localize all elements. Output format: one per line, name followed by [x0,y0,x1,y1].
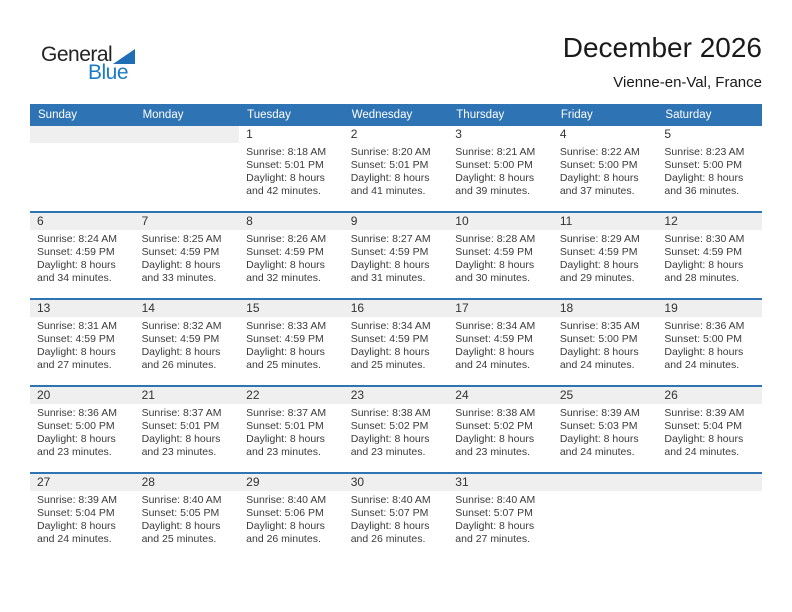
day-info-line: Daylight: 8 hours and 23 minutes. [37,433,116,458]
day-info-line: Sunset: 5:01 PM [350,159,429,171]
day-info-line: Sunset: 5:02 PM [455,420,533,432]
week-row-4 [30,385,762,472]
day-info [344,143,449,198]
day-cell-28 [135,474,240,559]
day-info [553,404,658,459]
day-info [30,491,135,546]
weekday-header-tuesday: Tuesday [247,109,291,121]
day-info-line: Sunset: 5:01 PM [246,420,324,432]
day-info-line: Sunrise: 8:40 AM [141,494,222,506]
day-cell-17 [448,300,553,385]
day-cell-26 [657,387,762,472]
day-cell-5 [657,126,762,211]
day-number: 9 [350,214,358,228]
day-info-line: Daylight: 8 hours and 27 minutes. [455,520,535,545]
day-info-line: Sunrise: 8:35 AM [559,320,640,332]
title-block [563,32,762,91]
day-info-line: Daylight: 8 hours and 29 minutes. [559,259,639,284]
day-info [135,143,240,146]
day-info-line: Sunset: 4:59 PM [455,246,533,258]
day-info-line: Sunrise: 8:40 AM [246,494,327,506]
day-info [239,404,344,459]
day-cell-3 [448,126,553,211]
day-info-line: Sunrise: 8:34 AM [350,320,431,332]
day-number-band [657,474,762,491]
day-number-band [135,126,240,143]
logo-text-general: General [41,43,113,66]
day-info [30,317,135,372]
week-row-1 [30,126,762,211]
day-number: 16 [350,301,365,315]
weekday-header-saturday: Saturday [665,109,712,121]
day-info [135,317,240,372]
day-number: 5 [664,127,672,141]
day-info-line: Sunrise: 8:26 AM [246,233,327,245]
day-info-line: Sunset: 5:01 PM [141,420,220,432]
day-info [30,143,135,146]
day-info-line: Daylight: 8 hours and 26 minutes. [350,520,430,545]
day-number: 11 [559,214,573,228]
day-info-line: Sunset: 4:59 PM [246,246,324,258]
day-info-line: Daylight: 8 hours and 24 minutes. [455,346,535,371]
day-number: 12 [664,214,678,228]
empty-cell [135,126,240,211]
day-cell-15 [239,300,344,385]
day-info-line: Sunrise: 8:40 AM [455,494,536,506]
day-number: 4 [559,127,567,141]
day-cell-10 [448,213,553,298]
day-number: 10 [455,214,469,228]
day-info-line: Daylight: 8 hours and 23 minutes. [350,433,430,458]
day-number-band [553,300,658,317]
day-info-line: Sunrise: 8:23 AM [664,146,745,158]
day-info-line: Daylight: 8 hours and 23 minutes. [141,433,221,458]
day-info [239,491,344,546]
empty-cell [657,474,762,559]
day-info-line: Sunrise: 8:36 AM [37,407,117,419]
day-number-band [239,474,344,491]
day-number-band [553,474,658,491]
day-number-band [657,126,762,143]
day-info-line: Sunset: 5:01 PM [246,159,324,171]
day-info-line: Daylight: 8 hours and 24 minutes. [559,346,639,371]
day-info-line: Sunrise: 8:22 AM [559,146,640,158]
day-info-line: Sunrise: 8:33 AM [246,320,327,332]
day-number-band [448,387,553,404]
day-info [344,491,449,546]
day-info-line: Daylight: 8 hours and 33 minutes. [141,259,221,284]
day-info-line: Daylight: 8 hours and 28 minutes. [664,259,744,284]
day-info-line: Sunset: 5:04 PM [664,420,743,432]
day-info-line: Sunset: 4:59 PM [246,333,324,345]
day-number-band [239,300,344,317]
day-number-band [135,213,240,230]
day-info [448,491,553,546]
day-number-band [448,474,553,491]
day-number-band [30,474,135,491]
day-number-band [657,387,762,404]
day-info-line: Sunrise: 8:40 AM [350,494,431,506]
weekday-header-monday: Monday [142,109,184,121]
day-number: 17 [455,301,469,315]
day-number-band [657,213,762,230]
day-info [30,230,135,285]
day-info [30,404,135,459]
day-number-band [344,387,449,404]
day-info-line: Sunset: 5:07 PM [350,507,429,519]
day-info-line: Daylight: 8 hours and 23 minutes. [246,433,325,458]
day-info-line: Daylight: 8 hours and 31 minutes. [350,259,430,284]
day-number: 8 [246,214,253,228]
day-cell-19 [657,300,762,385]
day-number: 15 [246,301,260,315]
day-number: 2 [350,127,358,141]
week-row-5 [30,472,762,559]
day-number-band [344,213,449,230]
day-number-band [135,387,240,404]
day-number: 14 [141,301,155,315]
day-info-line: Daylight: 8 hours and 27 minutes. [37,346,116,371]
week-row-2 [30,211,762,298]
day-info-line: Sunrise: 8:37 AM [141,407,222,419]
page-title: December 2026 [562,32,762,63]
day-info-line: Sunset: 4:59 PM [455,333,533,345]
day-info [448,143,553,198]
day-info-line: Daylight: 8 hours and 36 minutes. [664,172,744,197]
day-info-line: Sunset: 4:59 PM [664,246,743,258]
day-info [553,317,658,372]
day-cell-12 [657,213,762,298]
day-info-line: Sunrise: 8:21 AM [455,146,536,158]
day-number-band [239,126,344,143]
day-info-line: Daylight: 8 hours and 25 minutes. [141,520,221,545]
day-number: 18 [559,301,574,315]
day-info [553,230,658,285]
day-number-band [553,126,658,143]
day-number: 19 [664,301,678,315]
day-info-line: Daylight: 8 hours and 24 minutes. [559,433,639,458]
day-cell-18 [553,300,658,385]
day-info-line: Daylight: 8 hours and 25 minutes. [350,346,430,371]
day-info-line: Daylight: 8 hours and 26 minutes. [141,346,221,371]
day-cell-13 [30,300,135,385]
day-cell-22 [239,387,344,472]
day-info [344,317,449,372]
day-info-line: Sunrise: 8:34 AM [455,320,536,332]
day-number-band [30,387,135,404]
day-number: 31 [455,475,469,489]
day-cell-31 [448,474,553,559]
day-info-line: Daylight: 8 hours and 23 minutes. [455,433,535,458]
general-blue-logo [41,44,135,83]
day-info-line: Sunset: 5:00 PM [37,420,115,432]
day-number-band [30,213,135,230]
day-cell-25 [553,387,658,472]
weekday-header-wednesday: Wednesday [351,109,413,121]
day-info-line: Daylight: 8 hours and 25 minutes. [246,346,325,371]
day-number: 24 [455,388,469,402]
day-number: 7 [141,214,149,228]
day-info-line: Daylight: 8 hours and 34 minutes. [37,259,116,284]
day-info-line: Sunset: 5:02 PM [350,420,429,432]
weekday-header-sunday: Sunday [38,109,78,121]
day-info [448,230,553,285]
day-number: 22 [246,388,260,402]
day-cell-20 [30,387,135,472]
day-info [657,404,762,459]
day-info [135,230,240,285]
empty-cell [30,126,135,211]
day-info-line: Sunset: 5:03 PM [559,420,638,432]
day-cell-7 [135,213,240,298]
day-info-line: Sunset: 4:59 PM [37,333,115,345]
calendar [30,104,762,559]
day-number-band [135,300,240,317]
day-number-band [448,126,553,143]
day-number: 6 [37,214,44,228]
day-info [553,143,658,198]
day-cell-6 [30,213,135,298]
day-info-line: Sunrise: 8:37 AM [246,407,327,419]
day-info-line: Daylight: 8 hours and 41 minutes. [350,172,430,197]
day-info [239,143,344,198]
day-info-line: Sunset: 4:59 PM [141,246,220,258]
day-info-line: Daylight: 8 hours and 37 minutes. [559,172,639,197]
day-info [657,317,762,372]
day-cell-2 [344,126,449,211]
day-info-line: Sunset: 4:59 PM [141,333,220,345]
day-info-line: Sunrise: 8:20 AM [350,146,431,158]
day-cell-21 [135,387,240,472]
day-number-band [657,300,762,317]
day-cell-11 [553,213,658,298]
day-number-band [344,300,449,317]
day-info-line: Sunrise: 8:36 AM [664,320,745,332]
day-info-line: Sunset: 5:00 PM [664,159,743,171]
day-info-line: Sunset: 5:00 PM [455,159,533,171]
day-cell-16 [344,300,449,385]
day-number: 3 [455,127,462,141]
day-info [657,230,762,285]
day-info-line: Sunrise: 8:18 AM [246,146,327,158]
day-number: 30 [350,475,365,489]
day-number: 1 [246,127,253,141]
day-info-line: Sunset: 5:00 PM [559,333,638,345]
day-info [239,317,344,372]
day-number-band [448,300,553,317]
day-info-line: Sunrise: 8:29 AM [559,233,640,245]
day-number-band [239,213,344,230]
day-info [657,491,762,494]
day-info [448,317,553,372]
day-info-line: Sunrise: 8:32 AM [141,320,222,332]
day-number-band [344,474,449,491]
calendar-grid [30,126,762,559]
day-cell-27 [30,474,135,559]
day-info-line: Sunrise: 8:28 AM [455,233,536,245]
day-info-line: Daylight: 8 hours and 42 minutes. [246,172,325,197]
day-number: 29 [246,475,260,489]
day-cell-29 [239,474,344,559]
day-number-band [344,126,449,143]
day-info [135,491,240,546]
day-info-line: Sunrise: 8:27 AM [350,233,431,245]
week-row-3 [30,298,762,385]
day-number: 13 [37,301,51,315]
day-number-band [135,474,240,491]
day-info-line: Sunrise: 8:38 AM [350,407,431,419]
day-info-line: Daylight: 8 hours and 26 minutes. [246,520,325,545]
day-info [344,404,449,459]
weekday-header-thursday: Thursday [456,109,505,121]
day-number: 27 [37,475,51,489]
day-number: 26 [664,388,678,402]
day-info-line: Sunrise: 8:30 AM [664,233,745,245]
day-info-line: Sunrise: 8:38 AM [455,407,536,419]
day-number-band [553,213,658,230]
day-info [135,404,240,459]
weekday-header-row [30,104,762,126]
day-info-line: Sunset: 4:59 PM [350,333,429,345]
day-info-line: Daylight: 8 hours and 39 minutes. [455,172,535,197]
day-info-line: Sunset: 4:59 PM [37,246,115,258]
logo-text-blue: Blue [88,61,129,84]
day-number: 28 [141,475,155,489]
day-cell-30 [344,474,449,559]
day-number: 20 [37,388,51,402]
day-cell-24 [448,387,553,472]
day-info-line: Sunrise: 8:39 AM [664,407,745,419]
day-info-line: Sunset: 5:00 PM [664,333,743,345]
day-info-line: Sunset: 5:05 PM [141,507,220,519]
day-info-line: Sunrise: 8:39 AM [559,407,640,419]
day-cell-9 [344,213,449,298]
day-info [657,143,762,198]
day-number-band [30,300,135,317]
day-info-line: Sunrise: 8:31 AM [37,320,117,332]
day-info-line: Sunset: 5:04 PM [37,507,115,519]
day-info-line: Sunset: 4:59 PM [350,246,429,258]
day-cell-8 [239,213,344,298]
page-subtitle: Vienne-en-Val, France [613,74,762,91]
day-info-line: Daylight: 8 hours and 24 minutes. [664,346,744,371]
day-info-line: Sunset: 4:59 PM [559,246,638,258]
day-info-line: Daylight: 8 hours and 24 minutes. [37,520,116,545]
day-number: 21 [141,388,155,402]
day-info-line: Sunset: 5:07 PM [455,507,533,519]
day-info-line: Sunset: 5:06 PM [246,507,324,519]
day-number-band [239,387,344,404]
weekday-header-friday: Friday [560,109,593,121]
day-info-line: Sunrise: 8:25 AM [141,233,222,245]
day-cell-4 [553,126,658,211]
day-number-band [553,387,658,404]
day-info-line: Daylight: 8 hours and 30 minutes. [455,259,535,284]
day-info-line: Daylight: 8 hours and 24 minutes. [664,433,744,458]
day-cell-14 [135,300,240,385]
day-info-line: Sunset: 5:00 PM [559,159,638,171]
day-number: 23 [350,388,365,402]
day-info [448,404,553,459]
day-cell-1 [239,126,344,211]
day-info [239,230,344,285]
day-info [344,230,449,285]
day-info-line: Daylight: 8 hours and 32 minutes. [246,259,325,284]
empty-cell [553,474,658,559]
day-number-band [448,213,553,230]
day-cell-23 [344,387,449,472]
day-number: 25 [559,388,574,402]
day-info-line: Sunrise: 8:24 AM [37,233,117,245]
day-number-band [30,126,135,143]
day-info [553,491,658,494]
day-info-line: Sunrise: 8:39 AM [37,494,117,506]
